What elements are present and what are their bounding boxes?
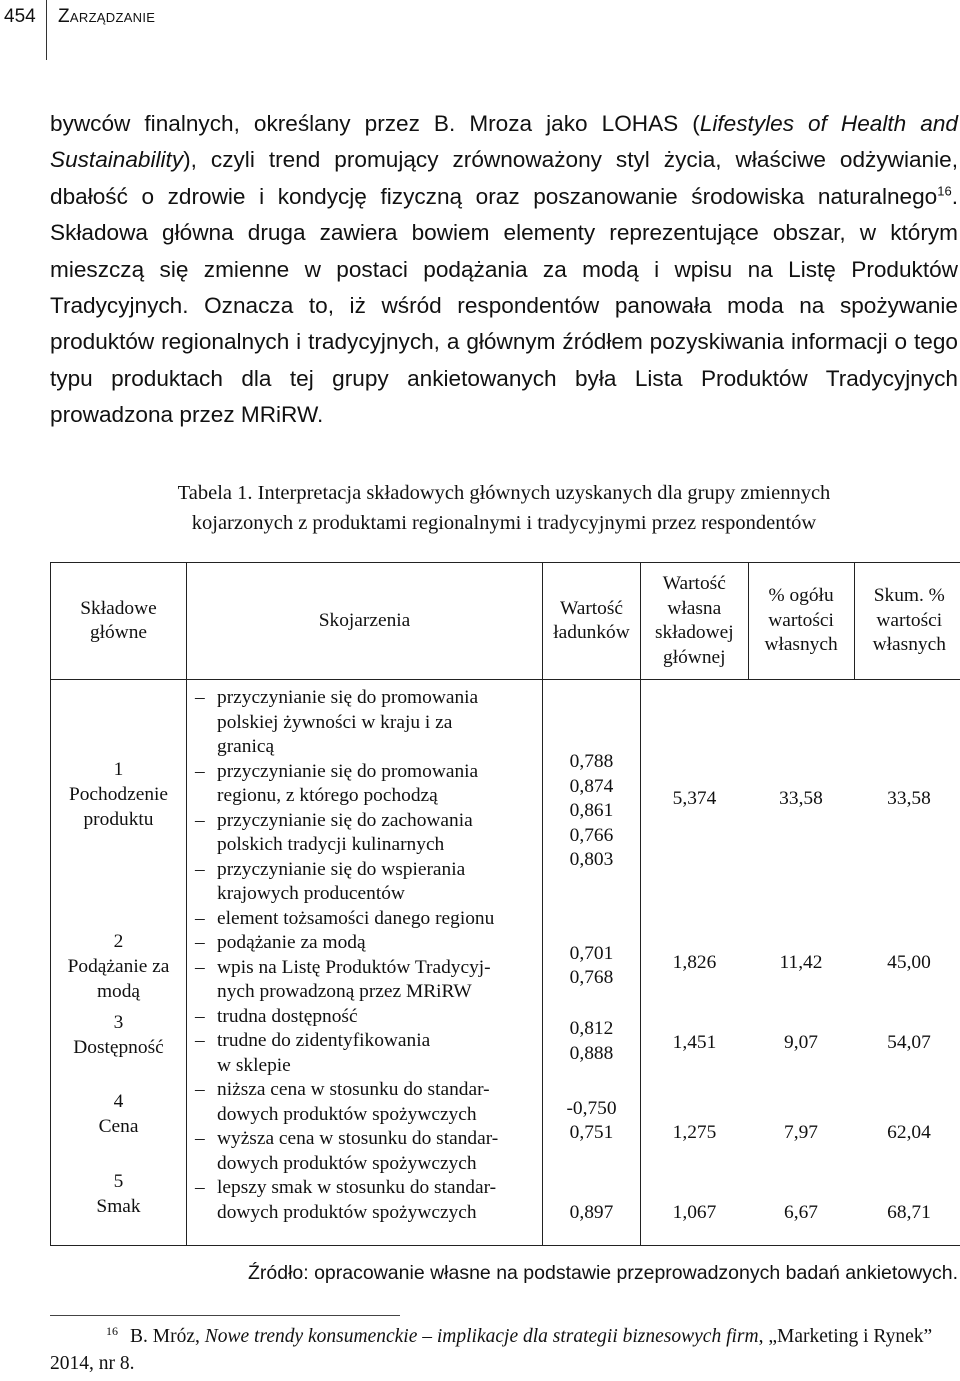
component-name: Podążanie za <box>67 956 170 977</box>
eigenvalue-value: 1,826 <box>672 952 717 973</box>
list-dash: – <box>195 956 205 978</box>
cum-pct-value: 62,04 <box>887 1122 931 1143</box>
stats-row <box>641 951 960 975</box>
eigenvalue-value: 1,067 <box>672 1202 717 1223</box>
stats-row <box>641 1031 960 1055</box>
association-item <box>195 1103 540 1128</box>
cum-pct-value: 54,07 <box>887 1032 931 1053</box>
header-pct-variance: % ogółu wartości własnych <box>748 563 854 680</box>
page-number: 454 <box>4 6 36 27</box>
association-item <box>195 784 540 809</box>
component-name: produktu <box>83 809 154 830</box>
association-item <box>195 858 540 883</box>
association-item <box>195 1152 540 1177</box>
header-components: Składowe główne <box>51 563 187 680</box>
table-caption-line2: kojarzonych z produktami regionalnymi i tradycyjnymi przez respondentów <box>191 512 817 534</box>
pct-variance-value: 33,58 <box>779 788 823 809</box>
body-text-part3: . Składowa główna druga zawiera bowiem elementy reprezentujące obszar, w którym mieszczą się zmienne w postaci podążania za modą i wpisu na Listę Produktów Tradycyjnych. Oznacza to, iż wśród respondentów panowała moda na spożywanie produktów regionalnych i tradycyjnych, a głównym źródłem pozyskiwania informacji o tego typu produktach dla tej grupy ankietowanych była Lista Produktów Tradycyjnych prowadzona przez MRiRW. <box>50 183 958 428</box>
association-text: element tożsamości danego regionu <box>217 907 495 929</box>
list-dash: – <box>195 809 205 831</box>
list-dash: – <box>195 1177 205 1198</box>
association-text: dowych produktów spożywczych <box>217 1103 477 1125</box>
header-loadings: Wartość ładunków <box>543 563 641 680</box>
association-item <box>195 956 540 981</box>
loading-value: 0,888 <box>569 1043 614 1064</box>
stats-cell <box>641 680 960 1246</box>
component-number: 4 <box>113 1091 124 1112</box>
association-text: nych prowadzoną przez MRiRW <box>217 981 472 1002</box>
association-item <box>195 1005 540 1030</box>
loading-value: 0,788 <box>569 751 614 772</box>
pct-variance-value: 11,42 <box>779 952 823 973</box>
list-dash: – <box>195 858 205 880</box>
component-name: modą <box>96 981 141 1002</box>
association-text: trudna dostępność <box>217 1005 358 1027</box>
association-text: podążanie za modą <box>217 932 366 953</box>
component-name: Pochodzenie <box>68 784 169 805</box>
results-table <box>50 562 960 1246</box>
association-text: granicą <box>217 736 275 757</box>
list-dash: – <box>195 687 205 708</box>
association-text: przyczynianie się do wspierania <box>217 858 466 880</box>
body-text-part1: bywców finalnych, określany przez B. Mroza jako LOHAS ( <box>50 111 700 136</box>
association-text: w sklepie <box>217 1054 291 1076</box>
loadings-cell <box>543 680 641 1246</box>
page-header <box>0 0 960 60</box>
loading-value: 0,874 <box>569 776 614 797</box>
footnote-number: 16 <box>106 1324 118 1338</box>
table-body-row <box>51 680 960 1246</box>
association-text: przyczynianie się do promowania <box>217 687 479 708</box>
association-text: dowych produktów spożywczych <box>217 1152 477 1174</box>
association-item <box>195 833 540 858</box>
associations-cell <box>187 680 543 1246</box>
components-list <box>51 680 186 1245</box>
cum-pct-value: 33,58 <box>887 788 931 809</box>
component-number: 2 <box>113 931 124 952</box>
association-text: dowych produktów spożywczych <box>217 1201 477 1223</box>
component-name: Smak <box>96 1196 141 1217</box>
header-eigenvalue: Wartość własna składowej głównej <box>641 563 749 680</box>
association-item <box>195 907 540 932</box>
association-item <box>195 882 540 907</box>
list-dash: – <box>195 932 205 953</box>
association-text: polskiej żywności w kraju i za <box>217 711 453 733</box>
stats-row <box>641 1201 960 1225</box>
loading-value: 0,812 <box>569 1018 614 1039</box>
footnote-rest: , „Marketing i Rynek” 2014, nr 8. <box>50 1326 933 1374</box>
list-dash: – <box>195 1128 205 1149</box>
stats-row <box>641 1121 960 1145</box>
association-text: niższa cena w stosunku do standar- <box>217 1079 490 1100</box>
footnote-author: B. Mróz, <box>130 1326 205 1347</box>
footnote <box>50 1324 958 1377</box>
pct-variance-value: 6,67 <box>784 1202 818 1223</box>
table-caption <box>50 478 958 538</box>
header-associations: Skojarzenia <box>187 563 543 680</box>
association-item <box>195 1127 540 1152</box>
component-number: 1 <box>113 759 124 780</box>
list-dash: – <box>195 760 205 782</box>
component-name: Cena <box>98 1116 139 1137</box>
loading-value: 0,701 <box>569 943 614 964</box>
loadings-list <box>543 680 640 1245</box>
association-text: przyczynianie się do zachowania <box>217 809 473 831</box>
association-text: polskich tradycji kulinarnych <box>217 834 445 855</box>
footnote-reference[interactable]: 16 <box>937 183 952 199</box>
association-text: wyższa cena w stosunku do standar- <box>217 1128 499 1149</box>
body-paragraph <box>50 106 958 434</box>
pct-variance-value: 9,07 <box>784 1032 818 1053</box>
association-item <box>195 1078 540 1103</box>
body-text-italic: Lifestyles of Health and Sustainability <box>50 111 958 173</box>
loading-value: -0,750 <box>566 1098 617 1119</box>
running-title: Zarządzanie <box>58 6 156 27</box>
components-cell <box>51 680 187 1246</box>
table-header-row <box>51 563 960 680</box>
loading-value: 0,766 <box>569 825 614 846</box>
association-text: lepszy smak w stosunku do standar- <box>217 1177 497 1198</box>
loading-value: 0,768 <box>569 967 614 988</box>
associations-list <box>187 680 542 1245</box>
stats-list <box>641 680 960 1245</box>
association-item <box>195 1176 540 1201</box>
header-divider <box>46 0 47 60</box>
association-text: wpis na Listę Produktów Tradycyj- <box>217 956 491 978</box>
association-item <box>195 809 540 834</box>
association-item <box>195 1201 540 1226</box>
list-dash: – <box>195 1005 205 1027</box>
association-item <box>195 735 540 760</box>
association-item <box>195 980 540 1005</box>
loading-value: 0,803 <box>569 849 614 870</box>
header-cum-pct: Skum. % wartości własnych <box>854 563 960 680</box>
association-text: regionu, z którego pochodzą <box>217 785 438 806</box>
eigenvalue-value: 5,374 <box>672 788 717 809</box>
loading-value: 0,897 <box>569 1202 614 1223</box>
cum-pct-value: 68,71 <box>887 1202 931 1223</box>
association-item <box>195 760 540 785</box>
source-note: Źródło: opracowanie własne na podstawie przeprowadzonych badań ankietowych. <box>247 1262 958 1284</box>
table-caption-line1: Tabela 1. Interpretacja składowych głównych uzyskanych dla grupy zmiennych <box>177 482 831 504</box>
list-dash: – <box>195 907 205 929</box>
association-item <box>195 931 540 956</box>
eigenvalue-value: 1,451 <box>672 1032 717 1053</box>
association-text: trudne do zidentyfikowania <box>217 1030 431 1051</box>
association-text: przyczynianie się do promowania <box>217 760 479 782</box>
association-item <box>195 711 540 736</box>
cum-pct-value: 45,00 <box>887 952 931 973</box>
association-item <box>195 1054 540 1079</box>
footnote-divider <box>50 1315 400 1316</box>
loading-value: 0,861 <box>569 800 614 821</box>
component-name: Dostępność <box>73 1037 164 1058</box>
association-item <box>195 1029 540 1054</box>
list-dash: – <box>195 1030 205 1051</box>
footnote-title: Nowe trendy konsumenckie – implikacje dla strategii biznesowych firm <box>204 1326 759 1347</box>
component-number: 5 <box>113 1171 124 1192</box>
stats-row <box>641 787 960 811</box>
body-text-part2: ), czyli trend promujący zrównoważony styl życia, właściwe odżywianie, dbałość o zdrowie i kondycję fizyczną oraz poszanowanie środowiska naturalnego <box>50 147 958 209</box>
loading-value: 0,751 <box>569 1122 614 1143</box>
eigenvalue-value: 1,275 <box>672 1122 717 1143</box>
component-number: 3 <box>113 1012 124 1033</box>
association-item <box>195 686 540 711</box>
list-dash: – <box>195 1079 205 1100</box>
association-text: krajowych producentów <box>217 883 405 904</box>
pct-variance-value: 7,97 <box>784 1122 818 1143</box>
